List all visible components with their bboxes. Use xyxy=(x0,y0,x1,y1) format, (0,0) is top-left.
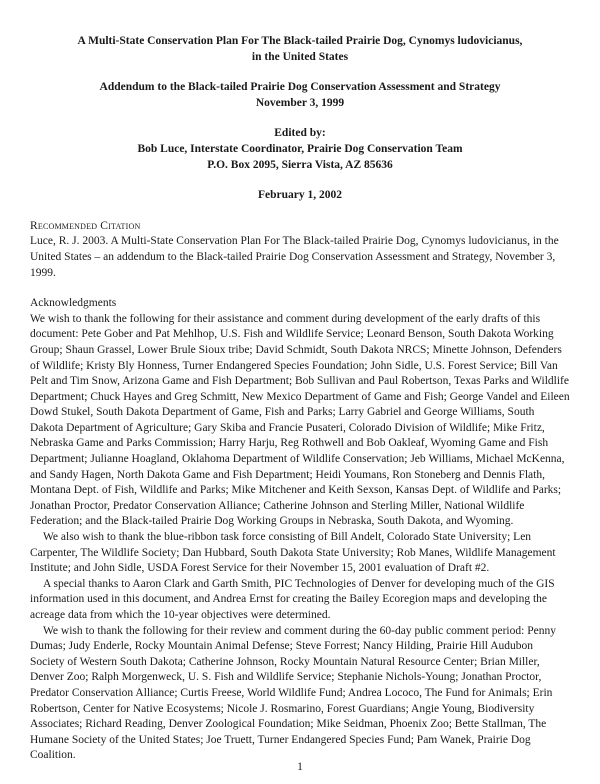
addendum-line-2: November 3, 1999 xyxy=(255,96,345,109)
acknowledgments-paragraph-2: We also wish to thank the blue-ribbon task force consisting of Bill Andelt, Colorado State University; Len Carpenter, The Wildlife Society; Dan Hubbard, South Dakota State University; Rob Manes, Wildlife Management Institute; and John Sidle, USDA Forest Service for their November 15, 2001 evaluation of Draft #2. xyxy=(30,531,556,575)
title-line-2: in the United States xyxy=(251,50,349,63)
addendum-line-1: Addendum to the Black-tailed Prairie Dog Conservation Assessment and Strategy xyxy=(99,81,501,94)
acknowledgments-paragraph-1: We wish to thank the following for their assistance and comment during development of the early drafts of this document: Pete Gober and Pat Mehlhop, U.S. Fish and Wildlife Service; Leonard Benson, South Dakota Working Group; Shaun Grassel, Lower Brule Sioux tribe; David Schmidt, South Dakota NRCS; Minette Johnson, Defenders of Wildlife; Kristy Bly Honness, Turner Endangered Species Foundation; John Sidle, U.S. Forest Service; Bill Van Pelt and Tim Snow, Arizona Game and Fish Department; Bob Sullivan and Paul Robertson, Texas Parks and Wildlife Department; Chuck Hayes and Greg Schmitt, New Mexico Department of Game and Fish; George Vandel and Eileen Dowd Stukel, South Dakota Department of Game, Fish and Parks; Larry Gabriel and George Williams, South Dakota Department of Agriculture; Gary Skiba and Francie Pusateri, Colorado Division of Wildlife; Mike Fritz, Nebraska Game and Parks Commission; Harry Harju, Reg Rothwell and Bob Oakleaf, Wyoming Game and Fish Department; Julianne Hoagland, Oklahoma Department of Wildlife Conservation; Jeb Williams, Michael McKenna, and Sandy Hagen, North Dakota Game and Fish Department; Heidi Youmans, Ron Stoneberg and Dennis Flath, Montana Dept. of Fish, Wildlife and Parks; Mike Mitchener and Keith Sexson, Kansas Dept. of Wildlife and Parks; Jonathan Proctor, Predator Conservation Alliance; Catherine Johnson and Sterling Miller, National Wildlife Federation; and the Black-tailed Prairie Dog Working Groups in Nebraska, South Dakota, and Wyoming. xyxy=(30,312,570,528)
addendum-heading xyxy=(30,80,570,111)
editor-block xyxy=(30,126,570,173)
acknowledgments-label: Acknowledgments xyxy=(30,297,117,310)
editor-name: Bob Luce, Interstate Coordinator, Prairie Dog Conservation Team xyxy=(137,142,463,155)
page-number: 1 xyxy=(297,761,303,773)
acknowledgments-paragraph-4: We wish to thank the following for their review and comment during the 60-day public comment period: Penny Dumas; Judy Enderle, Rocky Mountain Animal Defense; Steve Forrest; Nancy Hilding, Prairie Hill Audubon Society of Western South Dakota; Catherine Johnson, Rocky Mountain Natural Resource Center; Brian Miller, Denver Zoo; Ralph Morgenweck, U. S. Fish and Wildlife Service; Stephanie Nichols-Young; Jonathan Proctor, Predator Conservation Alliance; Curtis Freese, World Wildlife Fund; Andrea Lococo, The Fund for Animals; Erin Robertson, Center for Native Ecosystems; Nicole J. Rosmarino, Forest Guardians; Angie Young, Biodiversity Associates; Richard Reading, Denver Zoological Foundation; Mike Seidman, Phoenix Zoo; Bette Stallman, The Humane Society of the United States; Joe Truett, Turner Endangered Species Fund; Pam Wanek, Prairie Dog Coalition. xyxy=(30,624,556,762)
citation-label: Recommended Citation xyxy=(30,219,141,232)
editor-address: P.O. Box 2095, Sierra Vista, AZ 85636 xyxy=(207,158,393,171)
document-date: February 1, 2002 xyxy=(257,189,342,202)
acknowledgments-paragraph-3: A special thanks to Aaron Clark and Garth Smith, PIC Technologies of Denver for developing much of the GIS information used in this document, and Andrea Ernst for creating the Bailey Ecoregion maps and developing the acreage data from which the 10-year objectives were determined. xyxy=(30,577,555,621)
edited-by-label: Edited by: xyxy=(274,127,326,140)
document-title xyxy=(30,34,570,65)
citation-section xyxy=(30,219,570,281)
title-line-1: A Multi-State Conservation Plan For The Black-tailed Prairie Dog, Cynomys ludovicianus, xyxy=(77,35,523,47)
acknowledgments-section xyxy=(30,296,570,764)
citation-text: Luce, R. J. 2003. A Multi-State Conservation Plan For The Black-tailed Prairie Dog, Cynomys ludovicianus, in the United States – an addendum to the Black-tailed Prairie Dog Conservation Assessment and Strategy, November 3, 1999. xyxy=(30,235,559,279)
